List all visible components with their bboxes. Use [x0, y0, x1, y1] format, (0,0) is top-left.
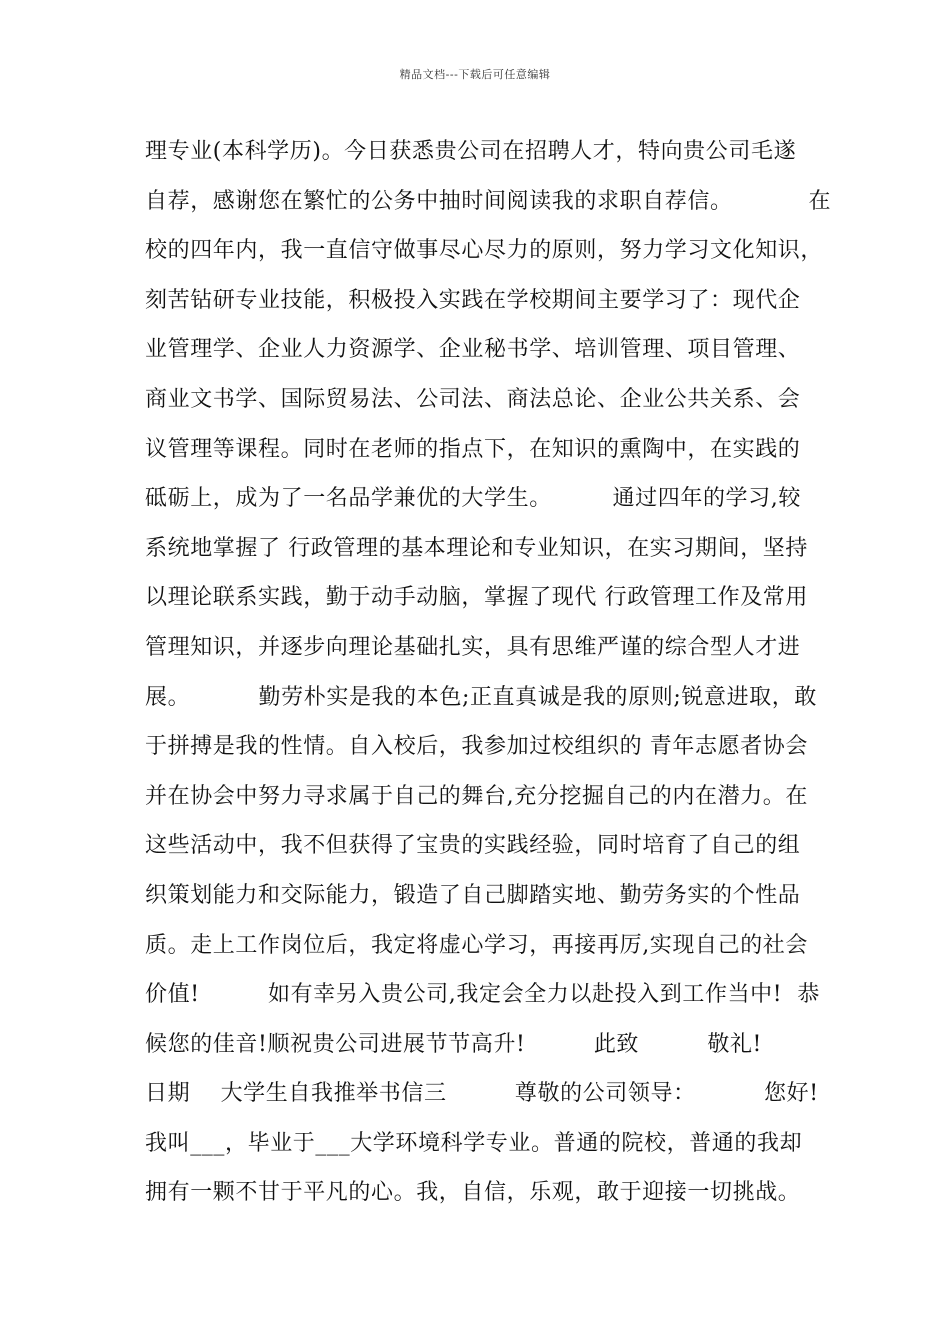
text-line: 理专业(本科学历)。今日获悉贵公司在招聘人才，特向贵公司毛遂: [145, 139, 797, 164]
text-line: 刻苦钻研专业技能，积极投入实践在学校期间主要学习了：现代企: [145, 287, 801, 313]
text-line: 价值! 如有幸另入贵公司,我定会全力以赴投入到工作当中! 恭: [145, 982, 821, 1008]
text-line: 我叫___，毕业于___大学环境科学专业。普通的院校，普通的我却: [145, 1130, 803, 1156]
text-line: 商业文书学、国际贸易法、公司法、商法总论、企业公共关系、会: [145, 386, 801, 412]
text-line: 于拼搏是我的性情。自入校后，我参加过校组织的 青年志愿者协会: [145, 734, 808, 760]
text-line: 管理知识，并逐步向理论基础扎实，具有思维严谨的综合型人才进: [145, 634, 801, 660]
text-line: 候您的佳音!顺祝贵公司进展节节高升! 此致 敬礼!: [145, 1031, 763, 1057]
text-line: 织策划能力和交际能力，锻造了自己脚踏实地、勤劳务实的个性品: [145, 882, 801, 908]
text-line: 这些活动中，我不但获得了宝贵的实践经验，同时培育了自己的组: [145, 833, 801, 859]
text-line: 业管理学、企业人力资源学、企业秘书学、培训管理、项目管理、: [145, 337, 801, 363]
text-line: 展。 勤劳朴实是我的本色;正直真诚是我的原则;锐意进取，敢: [145, 684, 817, 710]
text-line: 砥砺上，成为了一名品学兼优的大学生。 通过四年的学习,较: [145, 486, 801, 512]
letter-body: [145, 127, 832, 1218]
text-line: 校的四年内，我一直信守做事尽心尽力的原则，努力学习文化知识，: [145, 238, 824, 264]
page-header: 精品文档---下载后可任意编辑: [399, 68, 551, 81]
text-line: 系统地掌握了 行政管理的基本理论和专业知识，在实习期间，坚持: [145, 535, 808, 561]
text-line: 议管理等课程。同时在老师的指点下，在知识的熏陶中，在实践的: [145, 436, 801, 462]
text-line: 拥有一颗不甘于平凡的心。我，自信，乐观，敢于迎接一切挑战。: [145, 1180, 801, 1206]
text-line: 并在协会中努力寻求属于自己的舞台,充分挖掘自己的内在潜力。在: [145, 783, 808, 809]
text-line: 质。走上工作岗位后，我定将虚心学习，再接再厉,实现自己的社会: [145, 932, 808, 958]
text-line: 日期 大学生自我推举书信三 尊敬的公司领导： 您好!: [145, 1081, 819, 1107]
text-line: 自荐，感谢您在繁忙的公务中抽时间阅读我的求职自荐信。 在: [145, 188, 832, 214]
text-line: 以理论联系实践，勤于动手动脑，掌握了现代 行政管理工作及常用: [145, 585, 808, 611]
